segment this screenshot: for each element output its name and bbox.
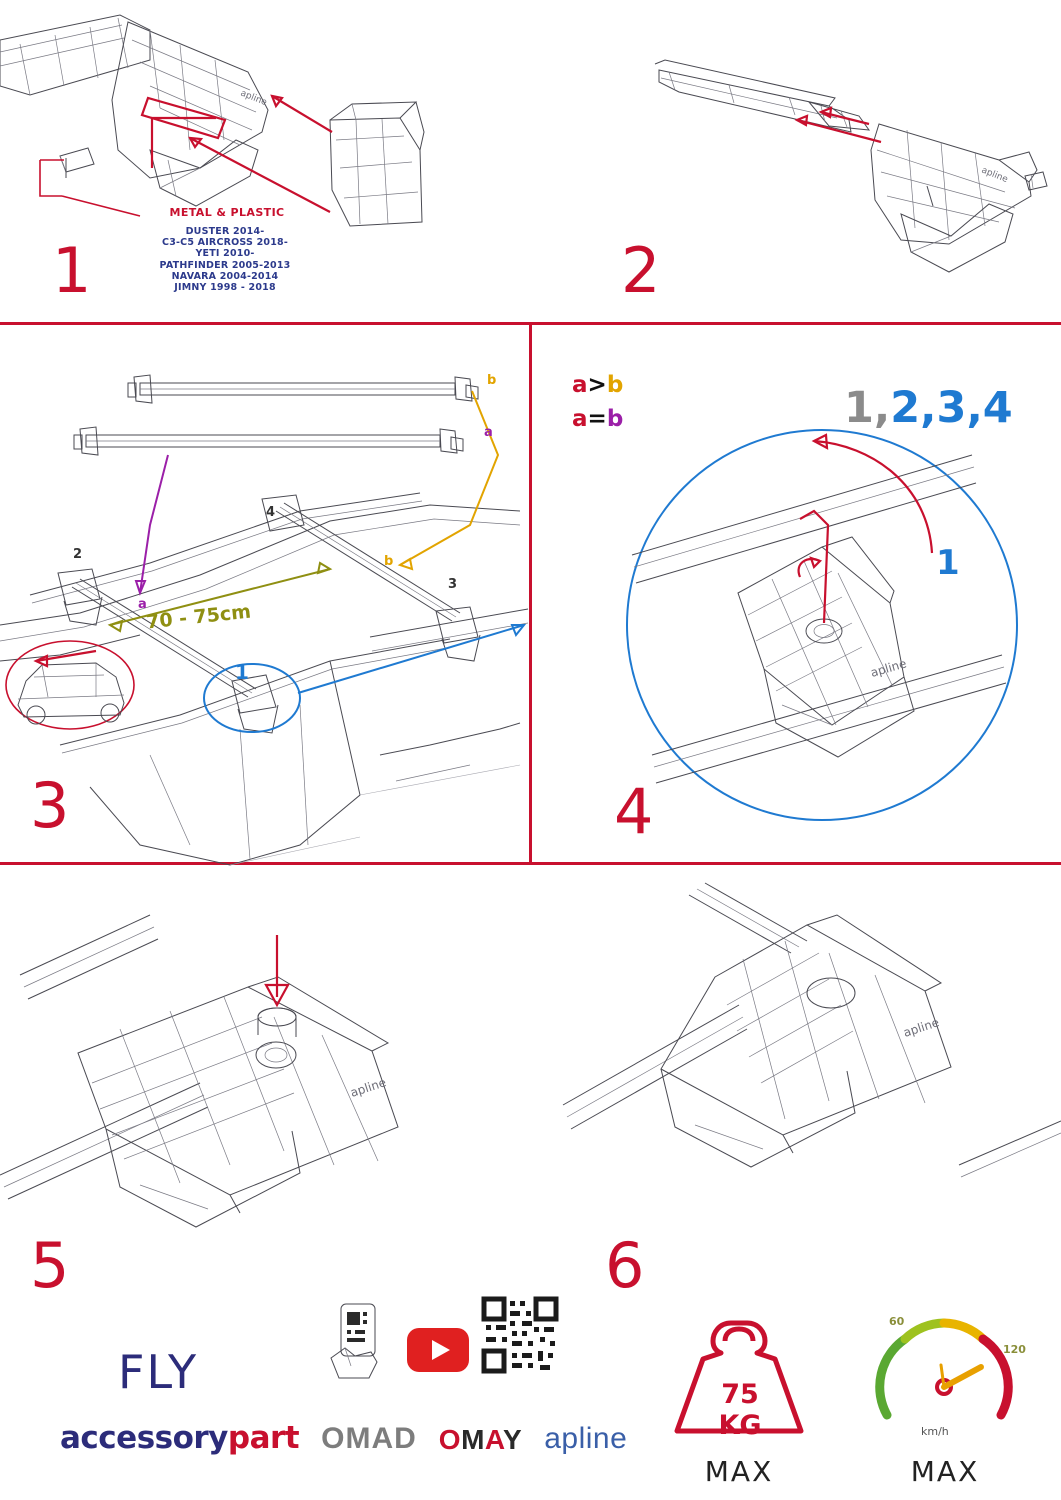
step6-drawing — [529, 865, 1061, 1285]
step2-drawing — [529, 0, 1061, 322]
panel-step-1 — [0, 0, 529, 322]
svg-text:apline: apline — [348, 1075, 388, 1100]
step-number-5: 5 — [30, 1229, 69, 1302]
vehicle-list-item: DUSTER 2014- — [185, 226, 265, 237]
compare-eq-a: a — [572, 406, 588, 432]
brand-accessorypart[interactable] — [60, 1420, 299, 1456]
vehicle-list-item: YETI 2010- — [195, 248, 255, 260]
position-marker-2: 2 — [73, 547, 83, 562]
panel-step-3 — [0, 325, 529, 862]
panel-step-5 — [0, 865, 628, 1500]
compare-gt-op: > — [587, 372, 607, 398]
qr-scan-hand-icon — [325, 1300, 393, 1382]
youtube-icon[interactable] — [406, 1327, 470, 1373]
compare-eq-b: b — [606, 406, 624, 432]
svg-text:apline: apline — [901, 1015, 941, 1040]
vehicle-list-item: C3-C5 AIRCROSS 2018- — [162, 237, 288, 249]
brand-apline[interactable]: apline — [544, 1422, 628, 1455]
max-load-label: MAX — [704, 1455, 774, 1488]
vehicle-list-item: PATHFINDER 2005-2013 — [159, 259, 291, 271]
step-number-6: 6 — [605, 1229, 644, 1302]
compare-gt-a: a — [572, 372, 588, 398]
brand-omad[interactable]: OMAD — [321, 1422, 417, 1455]
bar-marker-b: b — [487, 373, 497, 388]
roof-marker-a: a — [138, 597, 147, 612]
svg-text:apline: apline — [868, 656, 909, 680]
callout-1: 1 — [936, 543, 960, 583]
gauge-max-label: 120 — [1003, 1343, 1026, 1356]
bar-marker-a: a — [484, 425, 493, 440]
brand-omay-m: M — [461, 1424, 485, 1455]
compare-gt-b: b — [606, 372, 624, 398]
speed-unit-label: km/h — [921, 1425, 949, 1438]
panel-step-2 — [529, 0, 1061, 322]
position-marker-4: 4 — [266, 505, 276, 520]
material-note: METAL & PLASTIC — [169, 206, 285, 219]
order-rest: 2,3,4 — [890, 383, 1013, 433]
order-first: 1, — [844, 383, 891, 433]
brand-omay-a: A — [484, 1424, 504, 1455]
step-number-4: 4 — [614, 775, 653, 848]
brand-fly: FLY — [118, 1345, 199, 1399]
panel-step-6 — [529, 865, 1061, 1500]
max-load-value: 75 KG — [718, 1379, 762, 1441]
step-number-2: 2 — [621, 234, 660, 307]
step5-drawing — [0, 865, 529, 1285]
step3-drawing — [0, 325, 529, 862]
step-number-3: 3 — [30, 769, 69, 842]
vehicle-list-item: JIMNY 1998 - 2018 — [174, 282, 276, 294]
brand-omay-o: O — [438, 1424, 462, 1455]
vehicle-list — [96, 226, 354, 293]
roof-marker-b: b — [384, 554, 394, 569]
brand-omay[interactable] — [439, 1424, 522, 1456]
gauge-min-label: 60 — [889, 1315, 905, 1328]
order-sequence — [844, 383, 1013, 433]
vehicle-list-item: NAVARA 2004-2014 — [171, 270, 279, 282]
position-marker-1: 1 — [235, 660, 249, 684]
max-speed-label: MAX — [910, 1455, 980, 1488]
brand-accessory-part1: accessory — [60, 1420, 228, 1456]
brand-accessory-part2: part — [227, 1420, 300, 1456]
brand-omay-y: Y — [503, 1424, 523, 1455]
position-marker-3: 3 — [448, 577, 458, 592]
svg-text:apline: apline — [238, 88, 269, 109]
svg-text:apline: apline — [979, 165, 1010, 186]
panel-step-4 — [532, 325, 1061, 862]
compare-eq-op: = — [587, 406, 607, 432]
distance-label: 70 - 75cm — [145, 600, 252, 634]
step-number-1: 1 — [52, 234, 91, 307]
